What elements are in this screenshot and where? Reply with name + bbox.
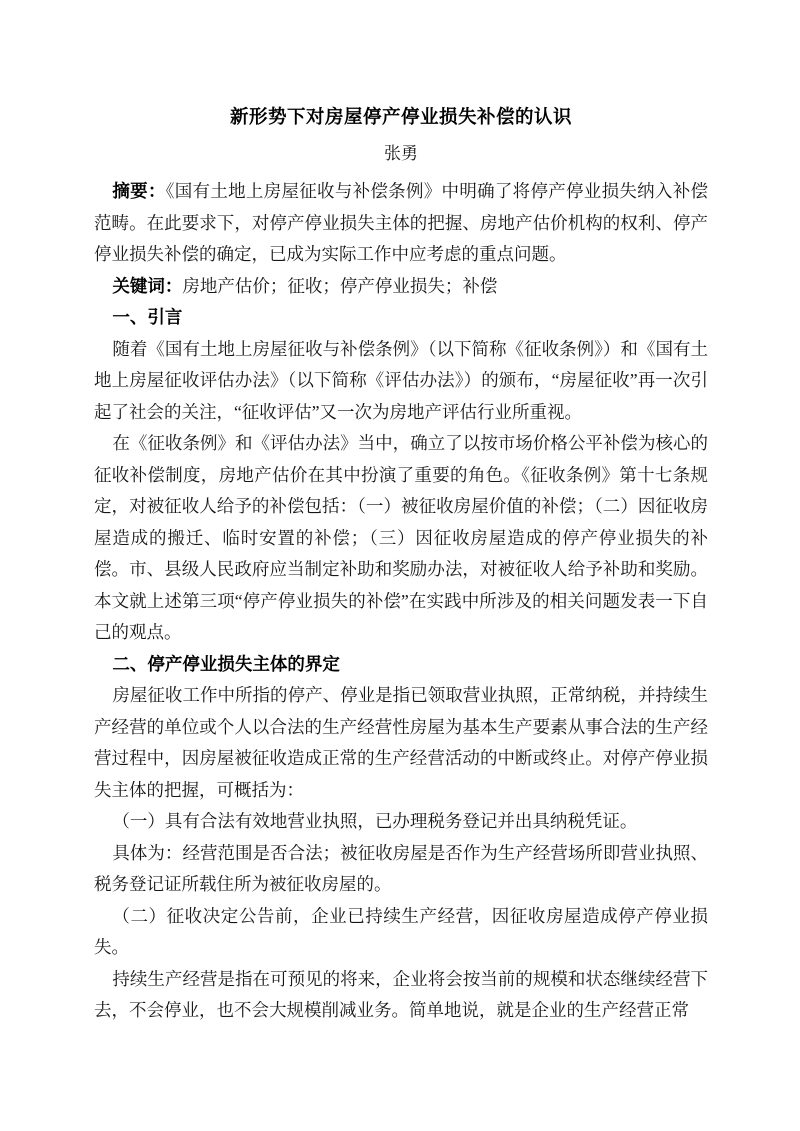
section-1-heading: 一、引言 xyxy=(112,307,183,327)
section-2-paragraph-3: 具体为：经营范围是否合法；被征收房屋是否作为生产经营场所即营业执照、税务登记证所载住所为被征收房屋的。 xyxy=(94,842,708,894)
page-title: 新形势下对房屋停产停业损失补偿的认识 xyxy=(229,106,572,127)
abstract-text: 《国有土地上房屋征收与补偿条例》中明确了将停产停业损失纳入补偿范畴。在此要求下，对停产停业损失主体的把握、房地产估价机构的权利、停产停业损失补偿的确定，已成为实际工作中应考虑的重点问题。 xyxy=(94,181,709,264)
abstract-paragraph xyxy=(94,176,708,271)
author-name: 张勇 xyxy=(384,144,418,163)
section-1-paragraph-2: 在《征收条例》和《评估办法》当中，确立了以按市场价格公平补偿为核心的征收补偿制度，房地产估价在其中扮演了重要的角色。《征收条例》第十七条规定，对被征收人给予的补偿包括：（一）被征收房屋价值的补偿；（二）因征收房屋造成的搬迁、临时安置的补偿；（三）因征收房屋造成的停产停业损失的补偿。市、县级人民政府应当制定补助和奖励办法，对被征收人给予补助和奖励。本文就上述第三项“停产停业损失的补偿”在实践中所涉及的相关问题发表一下自己的观点。 xyxy=(94,433,708,642)
section-2-paragraph-2: （一）具有合法有效地营业执照，已办理税务登记并出具纳税凭证。 xyxy=(112,811,638,831)
keywords-text: 房地产估价；征收；停产停业损失；补偿 xyxy=(182,275,498,296)
keywords-label: 关键词： xyxy=(112,275,183,296)
section-2-paragraph-4: （二）征收决定公告前，企业已持续生产经营，因征收房屋造成停产停业损失。 xyxy=(94,905,708,957)
document-body xyxy=(94,176,708,1027)
section-1-paragraph-1: 随着《国有土地上房屋征收与补偿条例》（以下简称《征收条例》）和《国有土地上房屋征收评估办法》（以下简称《评估办法》）的颁布，“房屋征收”再一次引起了社会的关注，“征收评估”又一次为房地产评估行业所重视。 xyxy=(94,338,708,422)
abstract-label: 摘要： xyxy=(112,181,166,201)
section-2-heading: 二、停产停业损失主体的界定 xyxy=(112,653,340,674)
section-2-paragraph-5: 持续生产经营是指在可预见的将来，企业将会按当前的规模和状态继续经营下去，不会停业，也不会大规模削减业务。简单地说，就是企业的生产经营正常 xyxy=(94,968,708,1020)
keywords-paragraph xyxy=(94,271,708,303)
section-2-paragraph-1: 房屋征收工作中所指的停产、停业是指已领取营业执照，正常纳税，并持续生产经营的单位或个人以合法的生产经营性房屋为基本生产要素从事合法的生产经营过程中，因房屋被征收造成正常的生产经营活动的中断或终止。对停产停业损失主体的把握，可概括为： xyxy=(94,685,708,800)
